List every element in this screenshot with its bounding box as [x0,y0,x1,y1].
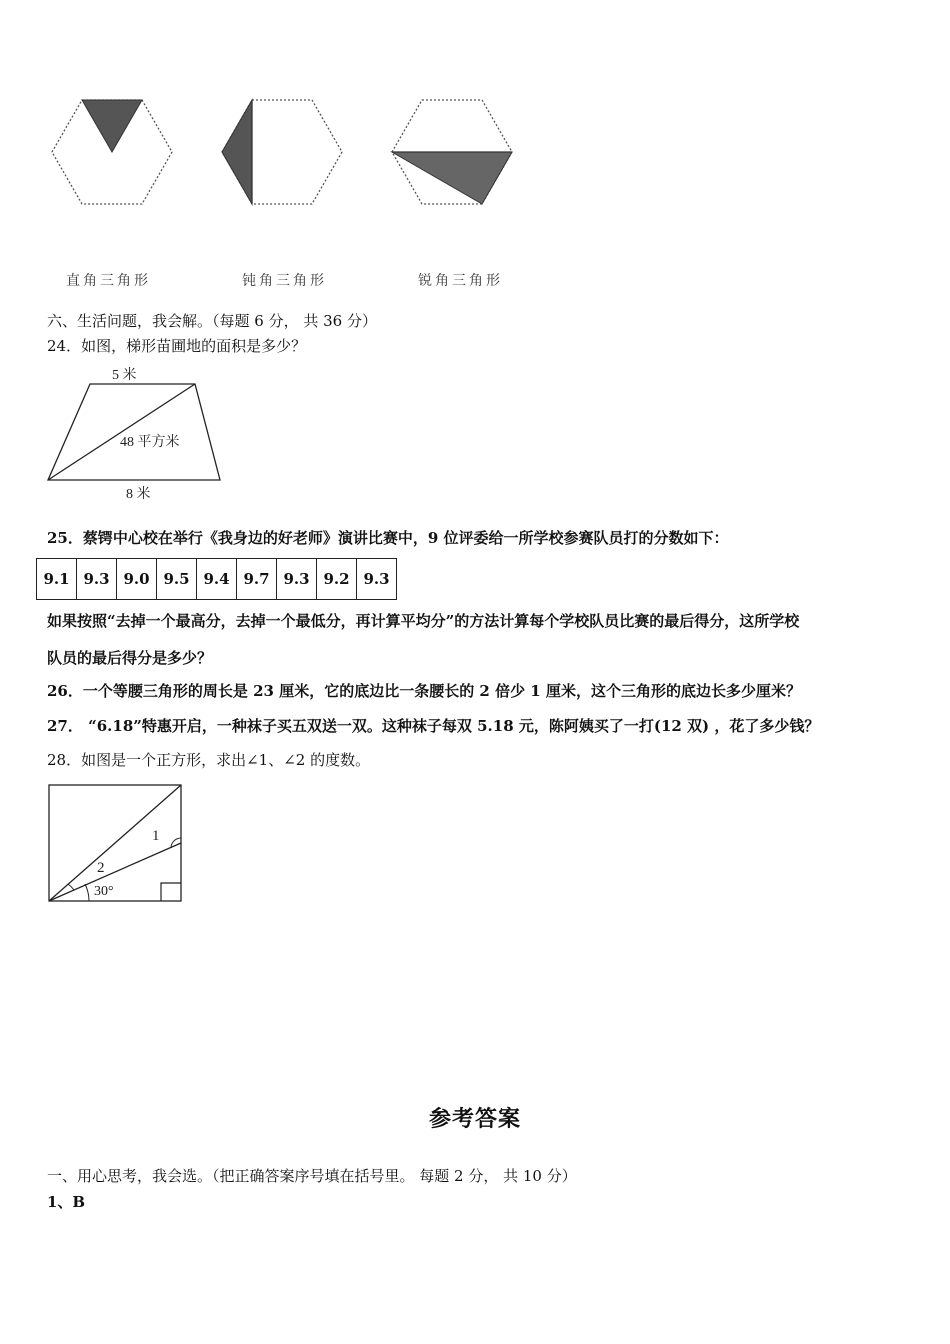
answers-title: 参考答案 [428,1106,521,1132]
score-cell: 9.0 [117,559,157,600]
angle-2-label: 2 [97,860,105,876]
question-24: 24．如图，梯形苗圃地的面积是多少？ [47,337,307,355]
hexagon-label-right: 直角三角形 [66,273,151,289]
hexagon-label-acute: 锐角三角形 [418,273,503,289]
score-cell: 9.5 [157,559,197,600]
answer-1: 1、B [47,1193,86,1211]
score-cell: 9.1 [37,559,77,600]
question-28: 28．如图是一个正方形，求出∠1、∠2 的度数。 [47,751,371,769]
question-26: 26．一个等腰三角形的周长是 23 厘米，它的底边比一条腰长的 2 倍少 1 厘米，这个三角形的底边长多少厘米？ [47,682,801,700]
trapezoid-bottom-label: 8 米 [126,487,151,502]
scores-row [37,559,397,600]
score-cell: 9.4 [197,559,237,600]
hexagon-figures [40,90,540,220]
hexagon-acute-triangle [392,100,512,204]
score-cell: 9.7 [237,559,277,600]
question-27: 27． “6.18”特惠开启，一种袜子买五双送一双。这种袜子每双 5.18 元，陈阿姨买了一打(12 双) ，花了多少钱？ [47,717,820,735]
score-cell: 9.3 [77,559,117,600]
scores-table [36,558,397,600]
hexagon-obtuse-triangle [222,100,342,204]
trapezoid-top-label: 5 米 [112,368,137,383]
score-cell: 9.3 [357,559,397,600]
question-25-followup-2: 队员的最后得分是多少？ [47,649,213,667]
square-angle-figure [44,780,189,908]
score-cell: 9.2 [317,559,357,600]
trapezoid-figure [40,362,240,507]
answers-section-1: 一、用心思考，我会选。（把正确答案序号填在括号里。 每题 2 分， 共 10 分） [47,1167,577,1185]
hexagon-label-obtuse: 钝角三角形 [242,273,327,289]
score-cell: 9.3 [277,559,317,600]
angle-30-label: 30° [94,884,114,899]
trapezoid-area-label: 48 平方米 [120,435,180,450]
question-25: 25．蔡锷中心校在举行《我身边的好老师》演讲比赛中，9 位评委给一所学校参赛队员打的分数如下： [47,529,729,547]
question-25-followup-1: 如果按照“去掉一个最高分，去掉一个最低分，再计算平均分”的方法计算每个学校队员比赛的最后得分，这所学校 [47,612,800,630]
angle-1-label: 1 [152,828,160,844]
section-6-heading: 六、生活问题，我会解。（每题 6 分， 共 36 分） [47,312,377,330]
hexagon-right-triangle [52,100,172,204]
